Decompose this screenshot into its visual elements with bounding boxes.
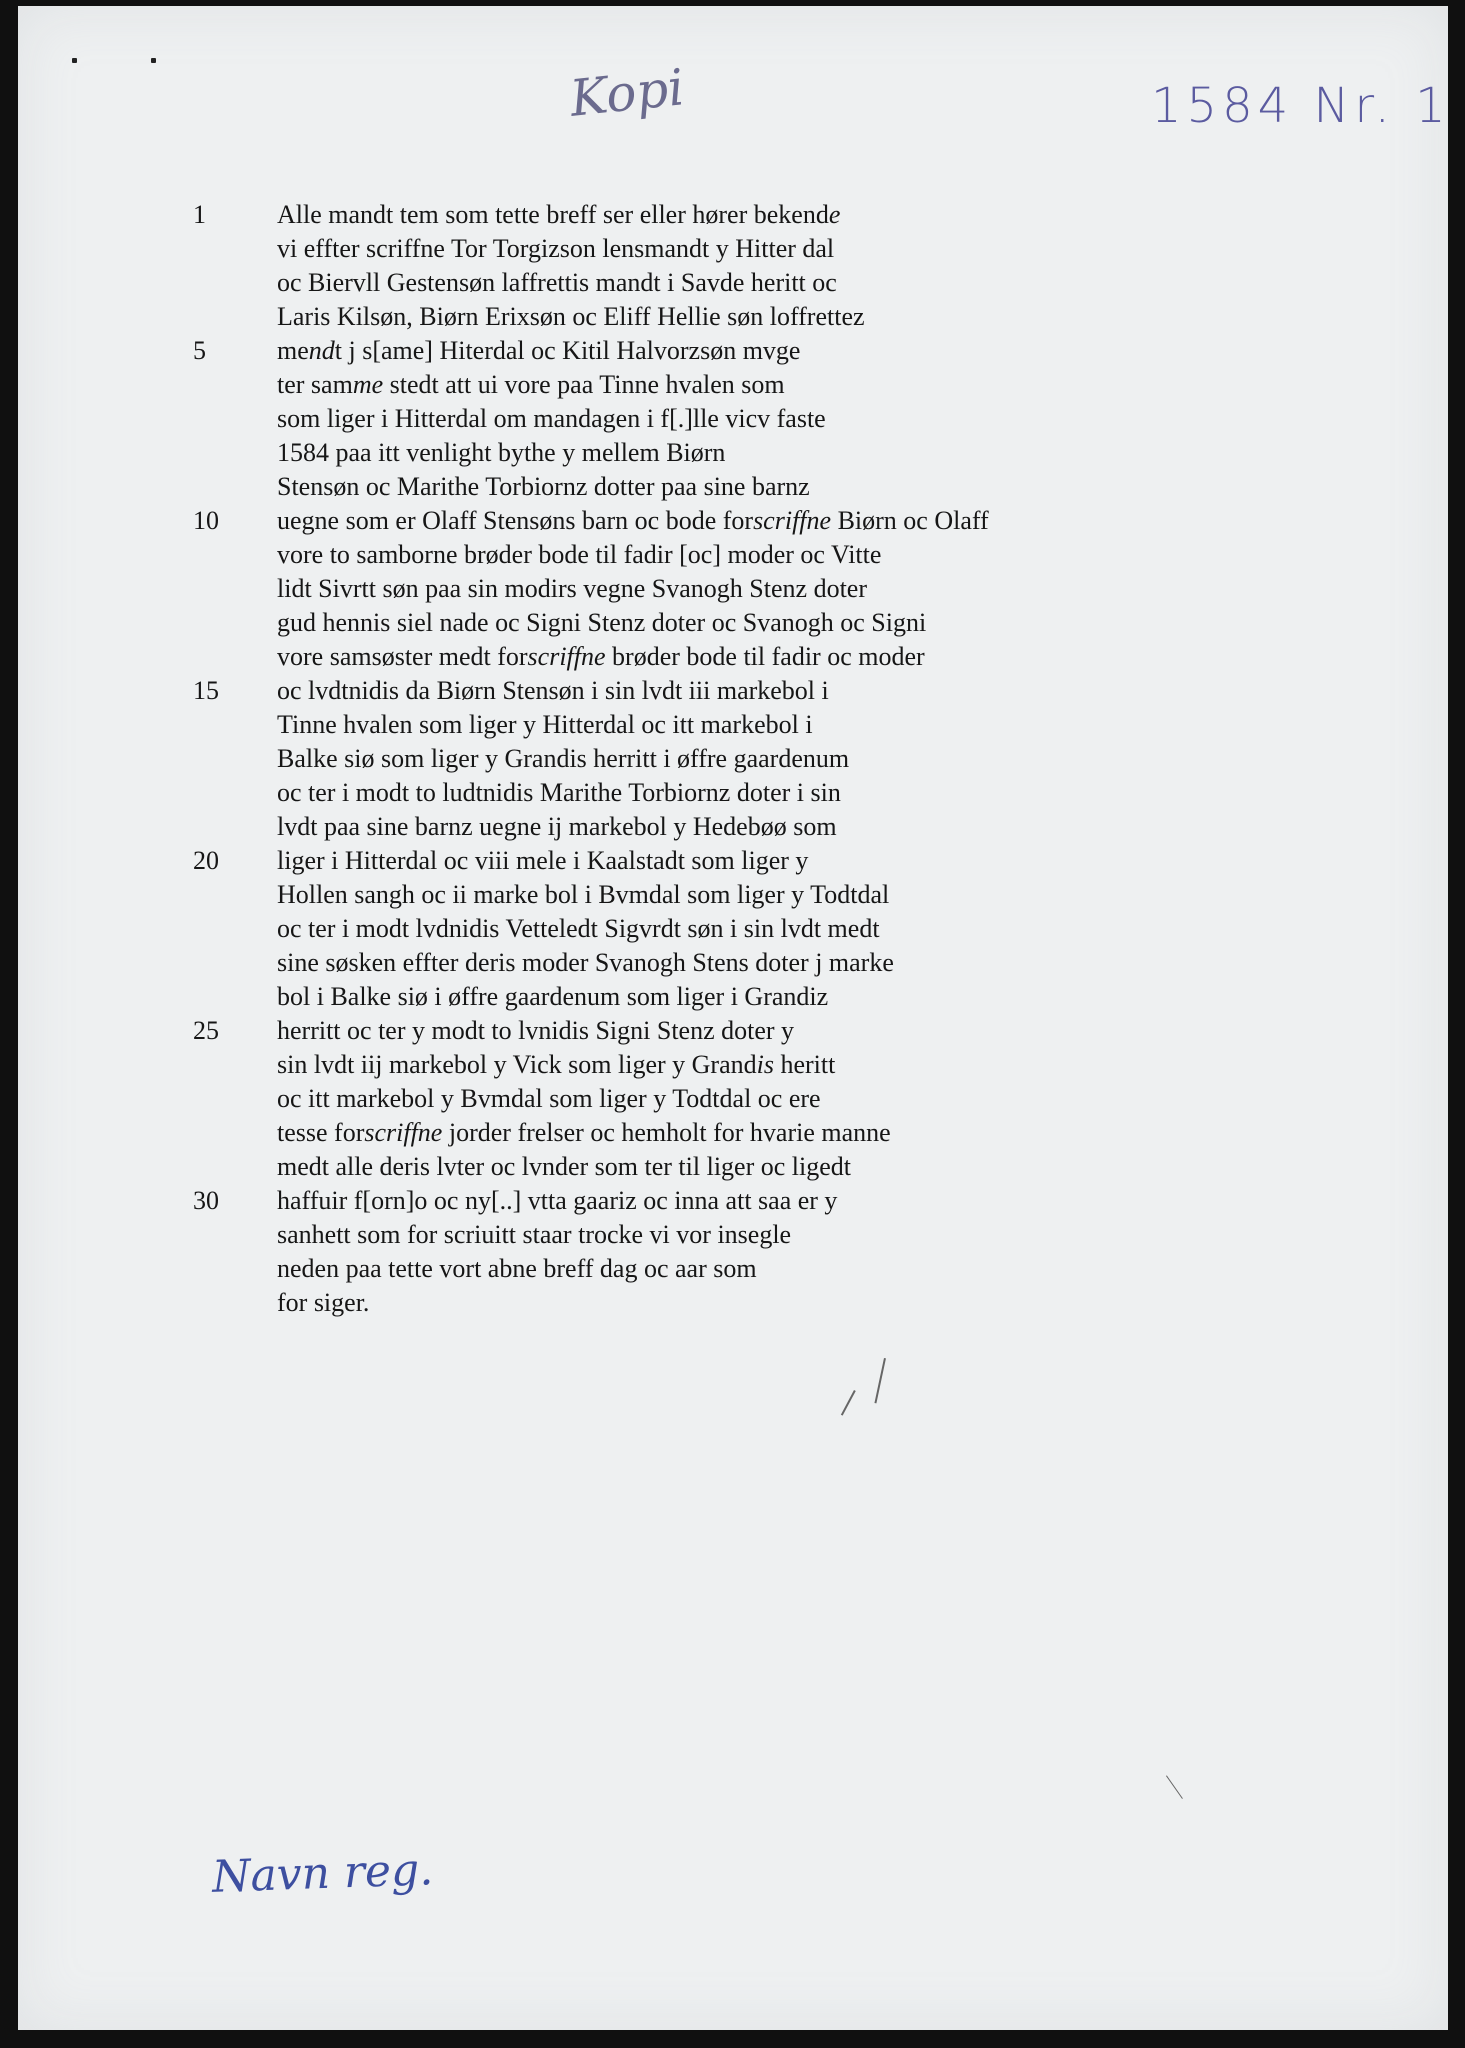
line-number: 15 [193,676,219,705]
text-segment: oc ter i modt lvdnidis Vetteledt Sigvrdt søn i sin lvdt medt [277,914,880,943]
line-number: 10 [193,506,219,535]
text-segment: gud hennis siel nade oc Signi Stenz doter oc Svanogh oc Signi [277,608,927,637]
text-line [18,844,1448,878]
text-line [18,504,1448,538]
text-segment: Biørn oc Olaff [831,506,989,535]
text-segment: Hollen sangh oc ii marke bol i Bvmdal som liger y Todtdal [277,880,890,909]
text-line [18,266,1448,300]
text-line [18,810,1448,844]
text-line [18,1082,1448,1116]
text-line [18,300,1448,334]
handwritten-register-note: Navn reg. [211,1844,434,1903]
text-segment: lvdt paa sine barnz uegne ij markebol y Hedebøø som [277,812,837,841]
handwritten-reference-number: 1584 Nr. 1 [1151,78,1451,134]
text-line [18,1286,1448,1320]
text-segment: medt alle deris lvter oc lvnder som ter til liger oc ligedt [277,1152,851,1181]
text-segment: bol i Balke siø i øffre gaardenum som liger i Grandiz [277,982,829,1011]
italic-expansion: scriffne [753,506,832,535]
line-text [277,232,834,266]
text-segment: for siger. [277,1288,370,1317]
text-line [18,1048,1448,1082]
stray-pen-mark [874,1358,886,1403]
text-segment: oc itt markebol y Bvmdal som liger y Todtdal oc ere [277,1084,821,1113]
text-segment: vore to samborne brøder bode til fadir [oc] moder oc Vitte [277,540,882,569]
text-line [18,1252,1448,1286]
text-line [18,1184,1448,1218]
text-segment: sin lvdt iij markebol y Vick som liger y Grand [277,1050,757,1079]
text-line [18,878,1448,912]
text-line [18,776,1448,810]
text-segment: sanhett som for scriuitt staar trocke vi vor insegle [277,1220,792,1249]
line-text [277,640,925,674]
line-text [277,946,894,980]
text-line [18,1116,1448,1150]
italic-expansion: is [756,1050,774,1079]
text-segment: herritt oc ter y modt to lvnidis Signi Stenz doter y [277,1016,795,1045]
text-segment: som liger i Hitterdal om mandagen i f[.]lle vicv faste [277,404,826,433]
text-segment: tesse for [277,1118,365,1147]
line-text [277,572,867,606]
text-segment: brøder bode til fadir oc moder [605,642,925,671]
text-line [18,912,1448,946]
line-text [277,334,800,368]
punch-mark-right [151,58,156,63]
text-segment: uegne som er Olaff Stensøns barn oc bode for [277,506,754,535]
line-text [277,878,889,912]
text-segment: jorder frelser oc hemholt for hvarie manne [442,1118,891,1147]
text-line [18,1014,1448,1048]
text-segment: sine søsken effter deris moder Svanogh Stens doter j marke [277,948,894,977]
line-text [277,844,808,878]
stray-pen-mark [841,1390,856,1416]
line-number: 5 [193,336,206,365]
text-segment: Stensøn oc Marithe Torbiornz dotter paa sine barnz [277,472,810,501]
text-segment: Alle mandt tem som tette breff ser eller hører bekend [277,200,829,229]
line-text [277,1286,369,1320]
text-line [18,572,1448,606]
line-text [277,266,837,300]
line-number: 25 [193,1016,219,1045]
text-segment: 1584 paa itt venlight bythe y mellem Biørn [277,438,726,467]
line-number: 1 [193,200,206,229]
text-line [18,538,1448,572]
line-text [277,1150,851,1184]
text-line [18,640,1448,674]
text-line [18,232,1448,266]
line-text [277,1048,835,1082]
text-segment: vi effter scriffne Tor Torgizson lensmandt y Hitter dal [277,234,835,263]
stray-pen-mark [1166,1775,1183,1799]
transcription-text [18,198,1448,1320]
text-segment: heritt [773,1050,836,1079]
text-segment: ter sam [277,370,353,399]
text-segment: Balke siø som liger y Grandis herritt i øffre gaardenum [277,744,850,773]
text-line [18,334,1448,368]
text-line [18,674,1448,708]
italic-expansion: scriffne [364,1118,443,1147]
line-text [277,606,926,640]
line-text [277,1184,837,1218]
text-segment: me [277,336,309,365]
line-text [277,1218,791,1252]
text-line [18,1218,1448,1252]
document-page [18,6,1451,2030]
text-line [18,606,1448,640]
line-text [277,436,725,470]
text-line [18,436,1448,470]
punch-mark-left [72,58,77,63]
text-segment: liger i Hitterdal oc viii mele i Kaalstadt som liger y [277,846,809,875]
text-segment: lidt Sivrtt søn paa sin modirs vegne Svanogh Stenz doter [277,574,867,603]
line-text [277,368,785,402]
italic-expansion: e [828,200,841,229]
line-text [277,674,829,708]
text-segment: Laris Kilsøn, Biørn Erixsøn oc Eliff Hellie søn loffrettez [277,302,865,331]
line-text [277,742,849,776]
text-line [18,198,1448,232]
line-text [277,538,881,572]
text-line [18,402,1448,436]
text-line [18,470,1448,504]
line-text [277,912,880,946]
line-text [277,504,989,538]
text-line [18,980,1448,1014]
text-line [18,1150,1448,1184]
line-text [277,1116,891,1150]
text-segment: t j s[ame] Hiterdal oc Kitil Halvorzsøn mvge [334,336,801,365]
text-segment: haffuir f[orn]o oc ny[..] vtta gaariz oc inna att saa er y [277,1186,838,1215]
italic-expansion: nd [308,336,335,365]
line-text [277,402,826,436]
line-text [277,708,813,742]
text-segment: vore samsøster medt for [277,642,528,671]
line-text [277,810,837,844]
line-text [277,1082,821,1116]
handwritten-kopi-note: Kopi [567,58,687,128]
line-text [277,980,828,1014]
text-segment: Tinne hvalen som liger y Hitterdal oc itt markebol i [277,710,813,739]
line-text [277,776,841,810]
italic-expansion: scriffne [527,642,606,671]
line-text [277,198,840,232]
line-number: 20 [193,846,219,875]
line-number: 30 [193,1186,219,1215]
text-line [18,368,1448,402]
line-text [277,1252,757,1286]
text-line [18,708,1448,742]
text-segment: oc ter i modt to ludtnidis Marithe Torbiornz doter i sin [277,778,841,807]
text-segment: oc Biervll Gestensøn laffrettis mandt i Savde heritt oc [277,268,837,297]
text-line [18,742,1448,776]
line-text [277,470,810,504]
line-text [277,300,865,334]
text-line [18,946,1448,980]
text-segment: neden paa tette vort abne breff dag oc aar som [277,1254,757,1283]
line-text [277,1014,794,1048]
italic-expansion: me [352,370,384,399]
text-segment: stedt att ui vore paa Tinne hvalen som [383,370,785,399]
text-segment: oc lvdtnidis da Biørn Stensøn i sin lvdt iii markebol i [277,676,829,705]
